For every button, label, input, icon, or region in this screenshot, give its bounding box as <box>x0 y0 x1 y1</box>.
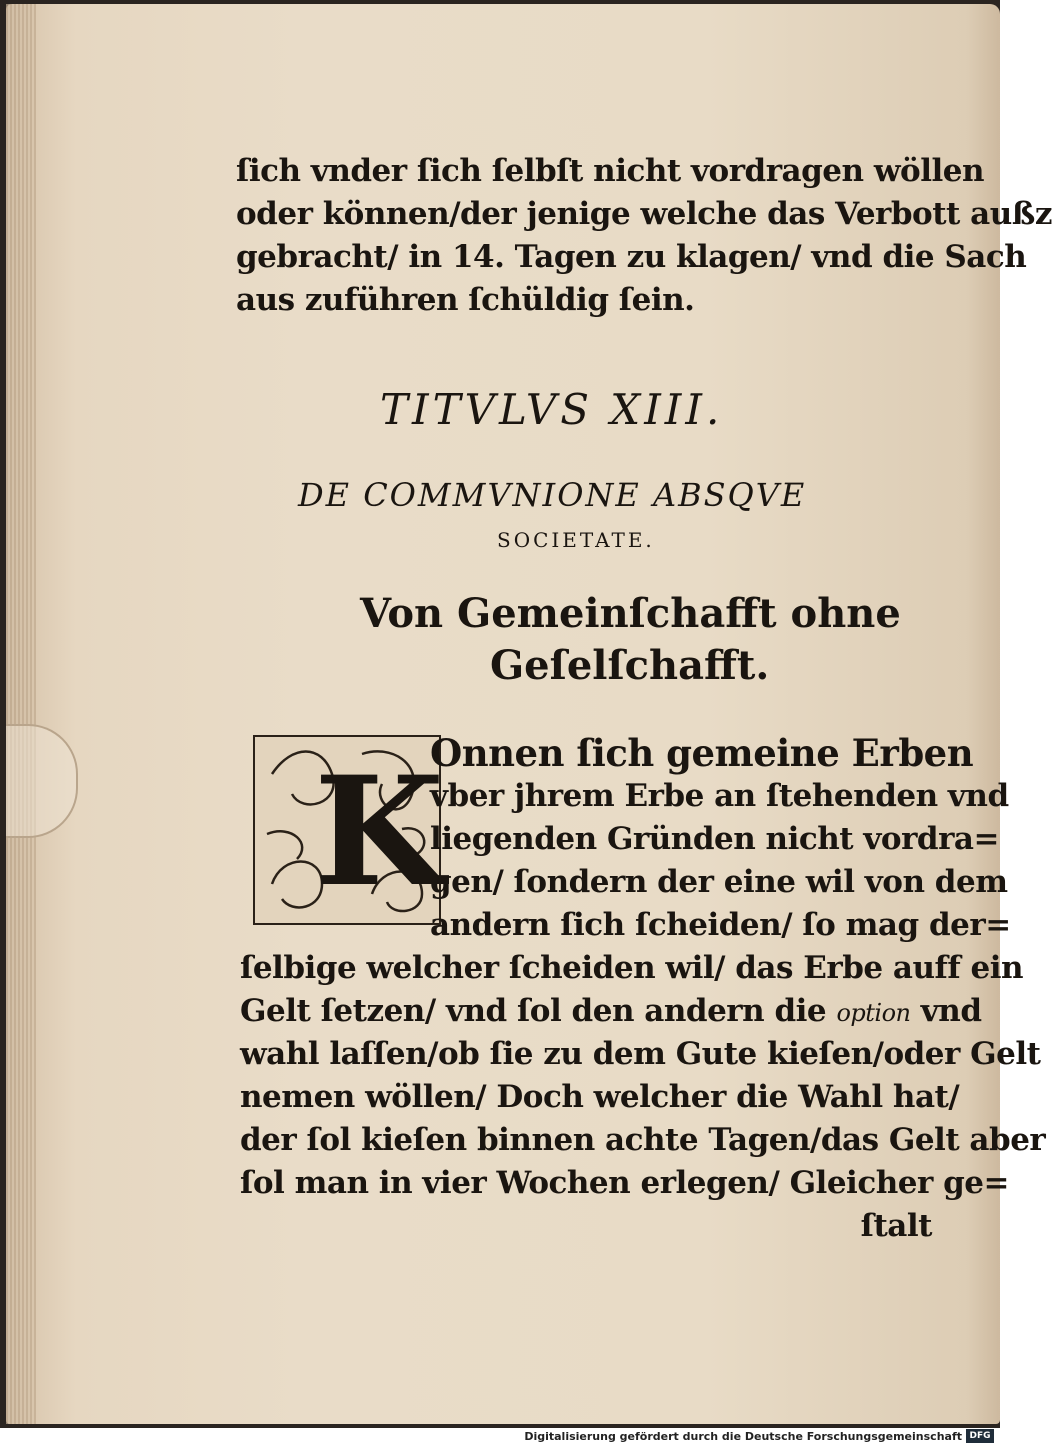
text-line <box>240 990 982 1033</box>
german-heading-line2: Geſelſchafft. <box>490 642 770 689</box>
text-line: oder können/der jenige welche das Verbott außz <box>236 196 1052 232</box>
latin-subtitle: DE COMMVNIONE ABSQVE <box>298 476 807 514</box>
text-line: aus zuführen ſchüldig ſein. <box>236 282 695 318</box>
section-title: TITVLVS XIII. <box>380 385 724 434</box>
text-line: liegenden Gründen nicht vordra= <box>430 821 999 857</box>
text-line: ſol man in vier Wochen erlegen/ Gleicher ge= <box>240 1165 1009 1201</box>
footer-credit: Digitalisierung gefördert durch die Deutsche Forschungsgemeinschaft <box>524 1430 962 1443</box>
dfg-logo: DFG <box>966 1429 994 1443</box>
text-line: der ſol kieſen binnen achte Tagen/das Gelt aber <box>240 1122 1046 1158</box>
german-heading <box>360 588 901 692</box>
text-line: ſelbige welcher ſcheiden wil/ das Erbe auff ein <box>240 950 1024 986</box>
text-line: andern ſich ſcheiden/ ſo mag der= <box>430 907 1011 943</box>
initial-letter-text: K <box>314 744 445 920</box>
text-line: gen/ ſondern der eine wil von dem <box>430 864 1008 900</box>
text-line: gebracht/ in 14. Tagen zu klagen/ vnd die Sach <box>236 239 1027 275</box>
text-line: wahl laſſen/ob ſie zu dem Gute kieſen/oder Gelt <box>240 1036 1041 1072</box>
text-line-part: Gelt ſetzen/ vnd ſol den andern die <box>240 993 827 1029</box>
top-paragraph <box>236 150 1052 322</box>
text-line: ſich vnder ſich ſelbſt nicht vordragen wöllen <box>236 153 985 189</box>
footer-bar <box>0 1428 1000 1445</box>
latin-subtitle-line2: SOCIETATE. <box>497 528 655 552</box>
text-line: Onnen ſich gemeine Erben <box>430 731 974 775</box>
main-paragraph <box>240 731 1046 1248</box>
text-line: ſtalt <box>860 1208 932 1244</box>
text-line: vber jhrem Erbe an ſtehenden vnd <box>430 778 1009 814</box>
option-word: option <box>836 999 911 1027</box>
german-heading-line1: Von Gemeinſchafft ohne <box>360 590 901 637</box>
page-clip-marker <box>6 724 78 838</box>
page-edges <box>6 4 36 1424</box>
text-line: nemen wöllen/ Doch welcher die Wahl hat/ <box>240 1079 960 1115</box>
text-line-part: vnd <box>920 993 982 1029</box>
